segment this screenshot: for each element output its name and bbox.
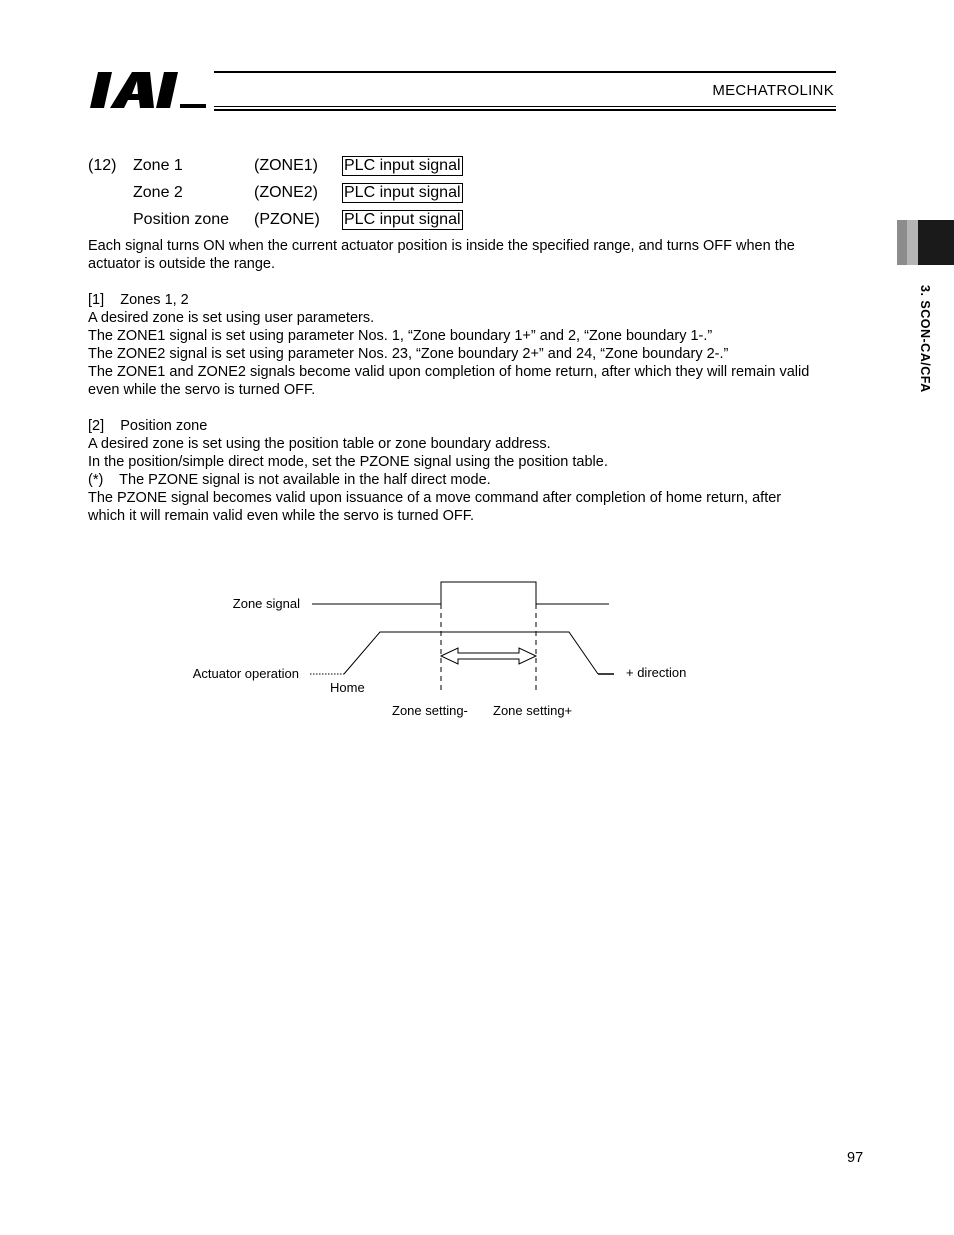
signal-row-zone2	[0, 183, 954, 203]
body-text	[88, 237, 878, 525]
signal-code: (ZONE1)	[254, 157, 318, 174]
zone-timing-diagram	[170, 570, 730, 730]
direction-label: + direction	[626, 665, 687, 680]
subsection-heading: [2] Position zone	[88, 418, 208, 434]
side-tab-label: 3. SCON-CA/CFA	[918, 285, 932, 393]
zone-setting-minus-label: Zone setting-	[392, 703, 468, 718]
header-rule-bottom-2	[214, 109, 836, 111]
zone-range-arrow	[441, 648, 536, 664]
note-line: (*) The PZONE signal is not available in the half direct mode.	[88, 472, 491, 488]
signal-code: (PZONE)	[254, 211, 320, 228]
header-rule-bottom	[214, 106, 836, 107]
page-number: 97	[847, 1150, 864, 1166]
signal-name: Position zone	[133, 211, 230, 228]
signal-code: (ZONE2)	[254, 184, 318, 201]
paragraph-line: The ZONE2 signal is set using parameter Nos. 23, “Zone boundary 2+” and 24, “Zone boundary 2-.”	[88, 346, 729, 362]
signal-type-box: PLC input signal	[344, 211, 461, 228]
signal-type-box: PLC input signal	[344, 157, 461, 174]
zone-setting-plus-label: Zone setting+	[493, 703, 573, 718]
paragraph-line: In the position/simple direct mode, set the PZONE signal using the position table.	[88, 454, 608, 470]
paragraph-line: The ZONE1 and ZONE2 signals become valid upon completion of home return, after which they will remain valid	[88, 364, 810, 380]
iai-logo	[88, 68, 206, 112]
paragraph-line: which it will remain valid even while the servo is turned OFF.	[88, 508, 475, 524]
paragraph-line: The PZONE signal becomes valid upon issuance of a move command after completion of home return, after	[88, 490, 782, 506]
signal-name: Zone 2	[133, 184, 183, 201]
paragraph-line: even while the servo is turned OFF.	[88, 382, 316, 398]
signal-row-zone1	[0, 156, 954, 176]
actuator-operation-label: Actuator operation	[192, 666, 299, 681]
signal-type-box: PLC input signal	[344, 184, 461, 201]
zone-signal-label: Zone signal	[232, 596, 300, 611]
subsection-heading: [1] Zones 1, 2	[88, 292, 189, 308]
section-number: (12)	[88, 157, 117, 174]
paragraph-line: actuator is outside the range.	[88, 256, 276, 272]
header-rule-top	[214, 71, 836, 73]
signal-name: Zone 1	[133, 157, 183, 174]
paragraph-line: The ZONE1 signal is set using parameter Nos. 1, “Zone boundary 1+” and 2, “Zone boundary 1-.”	[88, 328, 713, 344]
paragraph-line: A desired zone is set using the position table or zone boundary address.	[88, 436, 551, 452]
paragraph-line: Each signal turns ON when the current actuator position is inside the specified range, and turns OFF when the	[88, 238, 795, 254]
signal-row-pzone	[0, 210, 954, 230]
home-label: Home	[330, 680, 365, 695]
paragraph-line: A desired zone is set using user parameters.	[88, 310, 375, 326]
zone-signal-waveform	[312, 582, 609, 604]
header-title: MECHATROLINK	[712, 82, 834, 99]
